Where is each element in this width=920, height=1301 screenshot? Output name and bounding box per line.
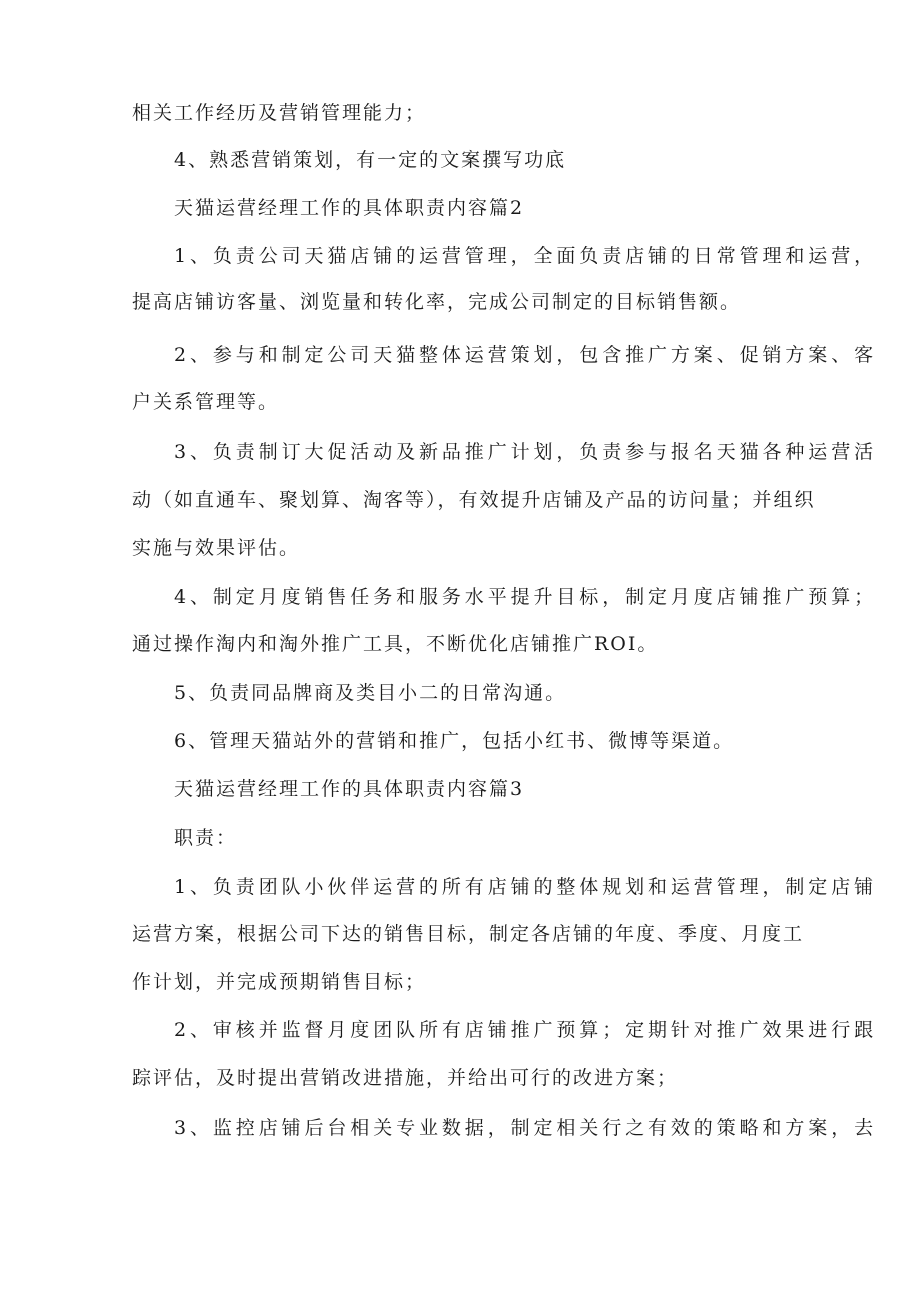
duty-1-line-2: 提高店铺访客量、浏览量和转化率，完成公司制定的目标销售额。	[132, 291, 742, 313]
duty-4-line-1: 4、制定月度销售任务和服务水平提升目标，制定月度店铺推广预算；	[174, 586, 877, 608]
duties-label: 职责：	[174, 827, 238, 849]
duty-4-line-2: 通过操作淘内和淘外推广工具，不断优化店铺推广ROI。	[132, 633, 659, 655]
section3-duty-3-line-1: 3、监控店铺后台相关专业数据，制定相关行之有效的策略和方案，去	[174, 1117, 877, 1139]
duty-2-line-1: 2、参与和制定公司天猫整体运营策划，包含推广方案、促销方案、客	[174, 344, 877, 366]
list-item-4-skills: 4、熟悉营销策划，有一定的文案撰写功底	[174, 149, 567, 171]
section-heading-3: 天猫运营经理工作的具体职责内容篇3	[174, 778, 525, 800]
duty-5-line: 5、负责同品牌商及类目小二的日常沟通。	[174, 682, 567, 704]
section3-duty-1-line-1: 1、负责团队小伙伴运营的所有店铺的整体规划和运营管理，制定店铺	[174, 876, 877, 898]
paragraph-line: 相关工作经历及营销管理能力；	[132, 102, 427, 124]
section3-duty-2-line-1: 2、审核并监督月度团队所有店铺推广预算；定期针对推广效果进行跟	[174, 1019, 877, 1041]
duty-6-line: 6、管理天猫站外的营销和推广，包括小红书、微博等渠道。	[174, 730, 735, 752]
duty-3-line-2: 动（如直通车、聚划算、淘客等），有效提升店铺及产品的访问量；并组织	[132, 489, 816, 511]
duty-3-line-3: 实施与效果评估。	[132, 537, 301, 559]
section3-duty-2-line-2: 踪评估，及时提出营销改进措施，并给出可行的改进方案；	[132, 1067, 679, 1089]
duty-1-line-1: 1、负责公司天猫店铺的运营管理，全面负责店铺的日常管理和运营，	[174, 245, 877, 267]
section-heading-2: 天猫运营经理工作的具体职责内容篇2	[174, 197, 525, 219]
section3-duty-1-line-2: 运营方案，根据公司下达的销售目标，制定各店铺的年度、季度、月度工	[132, 923, 805, 945]
duty-2-line-2: 户关系管理等。	[132, 391, 280, 413]
duty-3-line-1: 3、负责制订大促活动及新品推广计划，负责参与报名天猫各种运营活	[174, 441, 877, 463]
section3-duty-1-line-3: 作计划，并完成预期销售目标；	[132, 971, 427, 993]
